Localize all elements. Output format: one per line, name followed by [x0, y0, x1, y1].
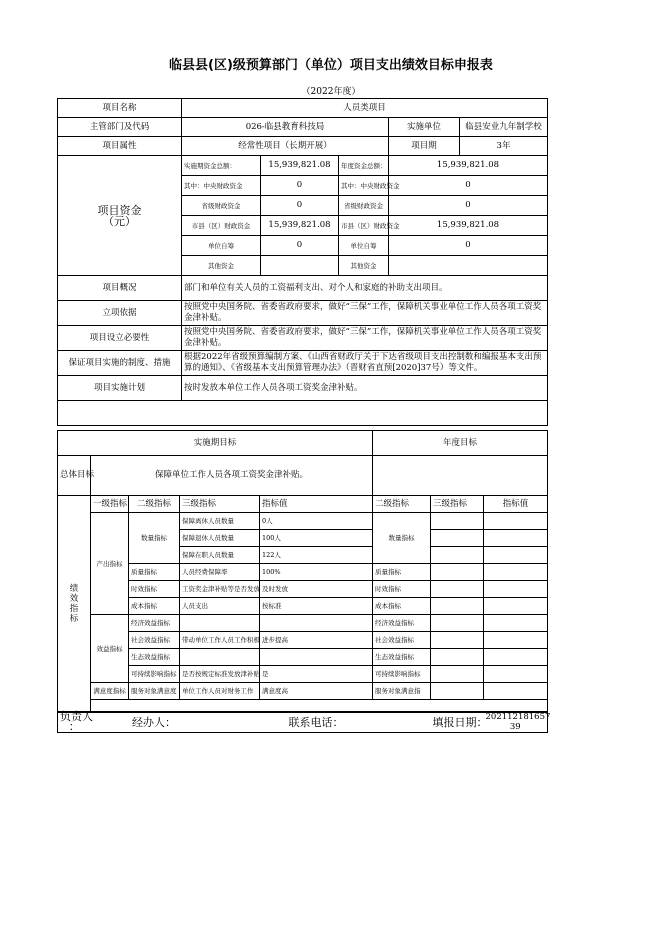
- sustain-indicator: 可持续影响指标: [129, 666, 180, 683]
- quality-value: 100%: [260, 564, 373, 581]
- sustain-item: 是否按规定标准发放津补贴: [180, 666, 260, 683]
- cost-value: 按标准: [260, 598, 373, 615]
- social-item: 带动单位工作人员工作积极: [180, 632, 260, 649]
- annual-target-header: 年度目标: [373, 431, 548, 456]
- period-label: 项目期: [389, 137, 460, 156]
- qty-item-name: 保障离休人员数量: [180, 513, 260, 530]
- fund-a-value: [261, 256, 339, 276]
- date-label: 填报日期：: [431, 712, 484, 733]
- empty-cell: [484, 564, 548, 581]
- responsible-text: 负责人: [60, 710, 93, 723]
- time-indicator: 时效指标: [129, 581, 180, 598]
- necessity-text: 按照党中央国务院、省委省政府要求，做好“三保”工作，保障机关事业单位工作人员各项工资奖金津补贴。: [182, 326, 548, 351]
- qty-indicator-annual: 数量指标: [373, 513, 431, 564]
- quality-indicator: 质量指标: [129, 564, 180, 581]
- empty-cell: [431, 632, 484, 649]
- unit-value: 临县安业九年制学校: [460, 118, 548, 137]
- satisfaction-item: 单位工作人员对财务工作: [180, 683, 260, 700]
- eco-value: [260, 649, 373, 666]
- social-value: 进步提高: [260, 632, 373, 649]
- empty-cell: [431, 547, 484, 564]
- empty-cell: [484, 649, 548, 666]
- satisfaction-indicator-annual: 服务对象满意指: [373, 683, 431, 700]
- empty-cell: [484, 547, 548, 564]
- fund-a-label: 其他资金: [182, 256, 261, 276]
- econ-item: [180, 615, 260, 632]
- fund-b-value: 15,939,821.08: [389, 156, 548, 176]
- project-info-table: [57, 98, 548, 426]
- basis-text: 按照党中央国务院、省委省政府要求，做好“三保”工作，保障机关事业单位工作人员各项工资奖金津补贴。: [182, 301, 548, 326]
- overview-text: 部门和单位有关人员的工资福利支出、对个人和家庭的补助支出项目。: [182, 276, 548, 301]
- empty-cell: [431, 598, 484, 615]
- benefit-indicator-label: 效益指标: [91, 615, 129, 683]
- overview-label: 项目概况: [58, 276, 182, 301]
- responsible-colon: ：: [68, 720, 80, 733]
- header-level3: 三级指标: [180, 496, 260, 513]
- social-indicator-annual: 社会效益指标: [373, 632, 431, 649]
- perf-label: 绩 效 指 标: [58, 496, 91, 713]
- performance-table: [57, 430, 548, 713]
- empty-cell: [484, 666, 548, 683]
- overall-target-label: 总体目标: [58, 456, 91, 496]
- header-value-annual: 指标值: [484, 496, 548, 513]
- empty-cell: [431, 581, 484, 598]
- measures-text: 根据2022年省级预算编制方案、《山西省财政厅关于下达省级项目支出控制数和编报基本支出预算的通知》、《省级基本支出预算管理办法》（晋财省直预[2020]37号）等文件。: [182, 351, 548, 376]
- satisfaction-indicator: 服务对象满意度: [129, 683, 180, 700]
- unit-label: 实施单位: [389, 118, 460, 137]
- qty-item-value: 100人: [260, 530, 373, 547]
- qty-item-value: 122人: [260, 547, 373, 564]
- date-value: [484, 712, 551, 733]
- date-line1: 202112181657: [485, 712, 551, 722]
- empty-cell: [484, 632, 548, 649]
- fund-b-value: 0: [389, 196, 548, 216]
- empty-cell: [431, 615, 484, 632]
- empty-cell: [484, 683, 548, 700]
- econ-indicator-annual: 经济效益指标: [373, 615, 431, 632]
- basis-label: 立项依据: [58, 301, 182, 326]
- time-item: 工资奖金津补贴等是否发放: [180, 581, 260, 598]
- fund-a-label: 其中：中央财政资金: [182, 176, 261, 196]
- fund-b-label: 省级财政资金: [339, 196, 389, 216]
- fund-a-value: 0: [261, 196, 339, 216]
- project-name-value: 人员类项目: [182, 99, 548, 118]
- header-level2: 二级指标: [129, 496, 180, 513]
- header-level1: 一级指标: [91, 496, 129, 513]
- fund-a-label: 实施期资金总额：: [182, 156, 261, 176]
- empty-cell: [431, 513, 484, 530]
- fund-a-value: 0: [261, 176, 339, 196]
- quality-indicator-annual: 质量指标: [373, 564, 431, 581]
- output-indicator-label: 产出指标: [91, 513, 129, 615]
- overall-annual-cell: [373, 456, 548, 496]
- dept-label: 主管部门及代码: [58, 118, 182, 137]
- project-name-label: 项目名称: [58, 99, 182, 118]
- time-indicator-annual: 时效指标: [373, 581, 431, 598]
- phone-label: 联系电话：: [260, 712, 373, 733]
- eco-indicator: 生态效益指标: [129, 649, 180, 666]
- quality-item: 人员经费保障率: [180, 564, 260, 581]
- header-level3-annual: 三级指标: [431, 496, 484, 513]
- empty-cell: [431, 530, 484, 547]
- empty-cell: [373, 712, 431, 733]
- blank-row: [58, 401, 548, 426]
- empty-cell: [484, 513, 548, 530]
- empty-cell: [484, 581, 548, 598]
- plan-text: 按时发放本单位工作人员各项工资奖金津补贴。: [182, 376, 548, 401]
- header-value: 指标值: [260, 496, 373, 513]
- fund-a-label: 单位自筹: [182, 236, 261, 256]
- necessity-label: 项目设立必要性: [58, 326, 182, 351]
- fund-b-value: 15,939,821.08: [389, 216, 548, 236]
- plan-label: 项目实施计划: [58, 376, 182, 401]
- header-level2-annual: 二级指标: [373, 496, 431, 513]
- fund-a-label: 省级财政资金: [182, 196, 261, 216]
- fund-a-value: 0: [261, 236, 339, 256]
- fund-b-label: 年度资金总额：: [339, 156, 389, 176]
- responsible-label: [58, 712, 91, 733]
- qty-item-name: 保障退休人员数量: [180, 530, 260, 547]
- qty-item-value: 0人: [260, 513, 373, 530]
- date-line2: 39: [509, 722, 521, 732]
- empty-cell: [484, 615, 548, 632]
- fund-a-label: 市县（区）财政资金: [182, 216, 261, 236]
- fund-b-label: 其他资金: [339, 256, 389, 276]
- report-year: （2022年度）: [301, 87, 361, 97]
- overall-target-text: 保障单位工作人员各项工资奖金津补贴。: [91, 456, 373, 496]
- measures-label: 保证项目实施的制度、措施: [58, 351, 182, 376]
- econ-indicator: 经济效益指标: [129, 615, 180, 632]
- qty-indicator-label: 数量指标: [129, 513, 180, 564]
- time-value: 及时发放: [260, 581, 373, 598]
- fund-a-value: 15,939,821.08: [261, 156, 339, 176]
- satisfaction-indicator-label: 满意度指标: [91, 683, 129, 700]
- fund-b-value: [389, 256, 548, 276]
- fund-b-label: 其中：中央财政资金: [339, 176, 389, 196]
- sustain-value: 是: [260, 666, 373, 683]
- sustain-indicator-annual: 可持续影响指标: [373, 666, 431, 683]
- period-target-header: 实施期目标: [58, 431, 373, 456]
- empty-cell: [431, 564, 484, 581]
- handler-label: 经办人：: [129, 712, 180, 733]
- empty-cell: [484, 530, 548, 547]
- empty-cell: [91, 712, 129, 733]
- fund-b-label: 市县（区）财政资金: [339, 216, 389, 236]
- cost-item: 人员支出: [180, 598, 260, 615]
- funds-label: 项目资金 （元）: [58, 156, 182, 276]
- empty-cell: [431, 649, 484, 666]
- empty-cell: [431, 666, 484, 683]
- empty-cell: [484, 598, 548, 615]
- period-value: 3年: [460, 137, 548, 156]
- fund-b-value: 0: [389, 176, 548, 196]
- satisfaction-value: 满意度高: [260, 683, 373, 700]
- signature-row: [57, 710, 551, 733]
- cost-indicator-annual: 成本指标: [373, 598, 431, 615]
- eco-indicator-annual: 生态效益指标: [373, 649, 431, 666]
- econ-value: [260, 615, 373, 632]
- page-title: 临县县(区)级预算部门（单位）项目支出绩效目标申报表: [169, 58, 493, 73]
- social-indicator: 社会效益指标: [129, 632, 180, 649]
- qty-item-name: 保障在职人员数量: [180, 547, 260, 564]
- cost-indicator: 成本指标: [129, 598, 180, 615]
- attr-label: 项目属性: [58, 137, 182, 156]
- fund-a-value: 15,939,821.08: [261, 216, 339, 236]
- fund-b-value: 0: [389, 236, 548, 256]
- attr-value: 经常性项目（长期开展）: [182, 137, 389, 156]
- empty-cell: [431, 683, 484, 700]
- eco-item: [180, 649, 260, 666]
- dept-value: 026-临县教育科技局: [182, 118, 389, 137]
- fund-b-label: 单位自筹: [339, 236, 389, 256]
- empty-cell: [180, 712, 260, 733]
